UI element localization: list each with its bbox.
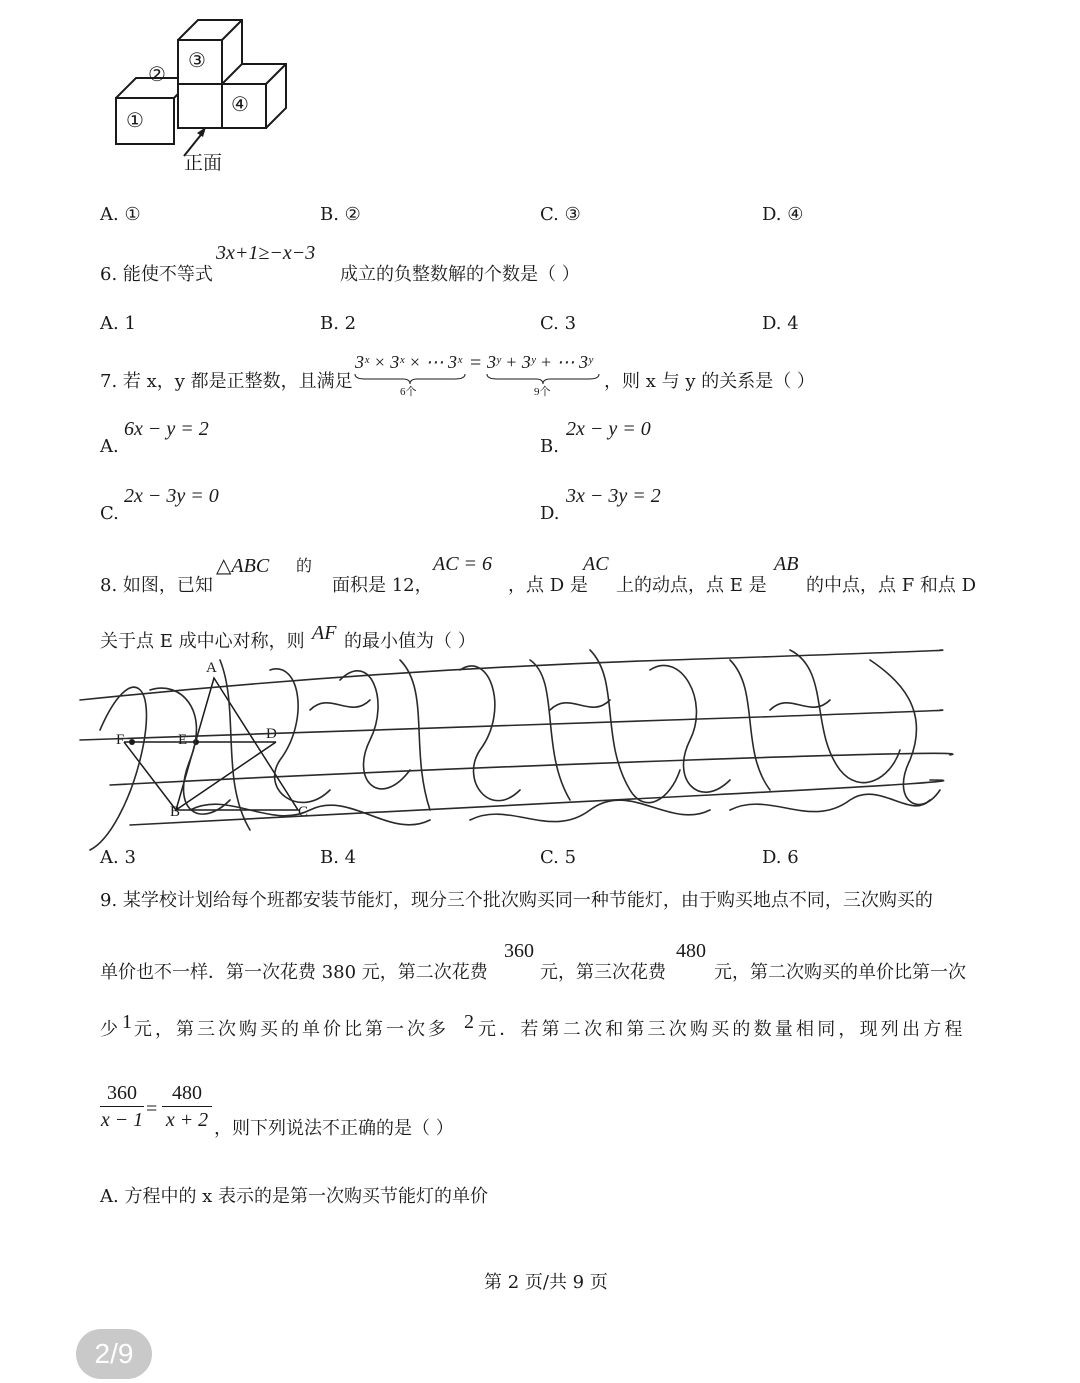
q7-suffix: ，则 x 与 y 的关系是（ ） xyxy=(604,371,815,392)
q9-line3a: 少 xyxy=(100,1019,118,1040)
q9-n2: 2 xyxy=(464,1011,474,1033)
q9-n480: 480 xyxy=(676,940,706,962)
q8-line2a: 关于点 E 成中心对称，则 xyxy=(100,631,305,652)
q7-option-c-formula[interactable]: 2x − 3y = 0 xyxy=(124,485,219,507)
q7-lhs: 3ˣ × 3ˣ × ⋯ 3ˣ xyxy=(355,352,463,372)
q8-fig-label-c: C xyxy=(298,804,309,820)
q8-option-a[interactable]: A. 3 xyxy=(100,847,136,868)
q9-eq-num2: 480 xyxy=(162,1082,212,1107)
q6-option-a[interactable]: A. 1 xyxy=(100,313,136,334)
q8-text-4: ，点 D 是 xyxy=(508,575,588,596)
q8-option-d[interactable]: D. 6 xyxy=(762,847,799,868)
q7-option-b-letter[interactable]: B. xyxy=(540,436,559,457)
q7-eq: = xyxy=(470,352,482,374)
q8-fig-label-f: F xyxy=(116,732,125,748)
q8-text-3: 面积是 12， xyxy=(332,575,433,596)
q9-eq-den2: x + 2 xyxy=(165,1109,209,1131)
q8-line2b: 的最小值为（ ） xyxy=(344,631,476,652)
q9-equation-rhs xyxy=(162,1082,212,1132)
page-footer: 第 2 页/共 9 页 xyxy=(484,1272,608,1293)
q8-formula-abc: △ABC xyxy=(216,555,270,577)
q9-equation-lhs xyxy=(100,1082,144,1132)
q9-line2b: 元，第三次花费 xyxy=(540,962,666,983)
cube-label-3: ③ xyxy=(188,48,206,72)
q8-option-b[interactable]: B. 4 xyxy=(320,847,357,868)
q7-option-d-letter[interactable]: D. xyxy=(540,503,560,524)
q9-line3c: 元．若第二次和第三次购买的数量相同，现列出方程 xyxy=(478,1019,966,1040)
q8-text-5: 上的动点，点 E 是 xyxy=(616,575,767,596)
q9-line2c: 元，第二次购买的单价比第一次 xyxy=(714,962,966,983)
q7-option-c-letter[interactable]: C. xyxy=(100,503,119,524)
q7-prefix: 7. 若 x，y 都是正整数，且满足 xyxy=(100,371,353,392)
q8-fig-label-a: A xyxy=(206,660,217,676)
q5-option-c[interactable]: C. ③ xyxy=(540,204,581,225)
q8-fig-label-d: D xyxy=(266,726,277,742)
q5-option-d[interactable]: D. ④ xyxy=(762,204,804,225)
q6-option-b[interactable]: B. 2 xyxy=(320,313,357,334)
q8-option-c[interactable]: C. 5 xyxy=(540,847,577,868)
q8-formula-ac6: AC = 6 xyxy=(433,553,493,575)
q7-lhs-count: 6个 xyxy=(400,386,417,398)
q9-n1: 1 xyxy=(122,1011,132,1033)
handwriting-scribble xyxy=(70,620,950,860)
q6-option-c[interactable]: C. 3 xyxy=(540,313,577,334)
q9-line3b: 元，第三次购买的单价比第一次多 xyxy=(134,1019,449,1040)
q7-rhs: 3ʸ + 3ʸ + ⋯ 3ʸ xyxy=(487,352,593,372)
cube-label-2: ② xyxy=(148,62,166,86)
q9-line1: 9. 某学校计划给每个班都安装节能灯，现分三个批次购买同一种节能灯，由于购买地点不同，三次购买的 xyxy=(100,890,933,911)
q7-option-a-letter[interactable]: A. xyxy=(100,436,119,457)
cube-label-1: ① xyxy=(126,108,144,132)
q6-option-d[interactable]: D. 4 xyxy=(762,313,799,334)
q7-rhs-count: 9个 xyxy=(534,386,551,398)
q9-eq-den1: x − 1 xyxy=(100,1109,144,1131)
q5-option-a[interactable]: A. ① xyxy=(100,204,141,225)
q8-formula-af: AF xyxy=(312,622,337,644)
q9-eq-sign: = xyxy=(146,1098,158,1120)
q8-text-2: 的 xyxy=(296,556,313,575)
q7-option-d-formula[interactable]: 3x − 3y = 2 xyxy=(566,485,661,507)
q5-option-b[interactable]: B. ② xyxy=(320,204,361,225)
q6-formula: 3x+1≥−x−3 xyxy=(216,242,316,264)
q6-prefix: 6. 能使不等式 xyxy=(100,264,213,285)
q8-text-1: 8. 如图，已知 xyxy=(100,575,213,596)
q8-formula-ab: AB xyxy=(774,553,799,575)
page-indicator: 2/9 xyxy=(76,1329,152,1379)
front-label: 正面 xyxy=(184,152,223,174)
q8-formula-ac: AC xyxy=(583,553,609,575)
cube-label-4: ④ xyxy=(231,92,249,116)
q9-n360: 360 xyxy=(504,940,534,962)
q8-text-6: 的中点，点 F 和点 D xyxy=(806,575,977,596)
q7-option-b-formula[interactable]: 2x − y = 0 xyxy=(566,418,651,440)
q6-suffix: 成立的负整数解的个数是（ ） xyxy=(340,264,580,285)
q9-line4: ，则下列说法不正确的是（ ） xyxy=(214,1118,454,1139)
q8-fig-label-b: B xyxy=(170,804,181,820)
q9-line2a: 单价也不一样．第一次花费 380 元，第二次花费 xyxy=(100,962,488,983)
q9-eq-num1: 360 xyxy=(100,1082,144,1107)
q9-option-a[interactable]: A. 方程中的 x 表示的是第一次购买节能灯的单价 xyxy=(100,1186,489,1207)
q7-option-a-formula[interactable]: 6x − y = 2 xyxy=(124,418,209,440)
q8-fig-label-e: E xyxy=(178,732,188,748)
